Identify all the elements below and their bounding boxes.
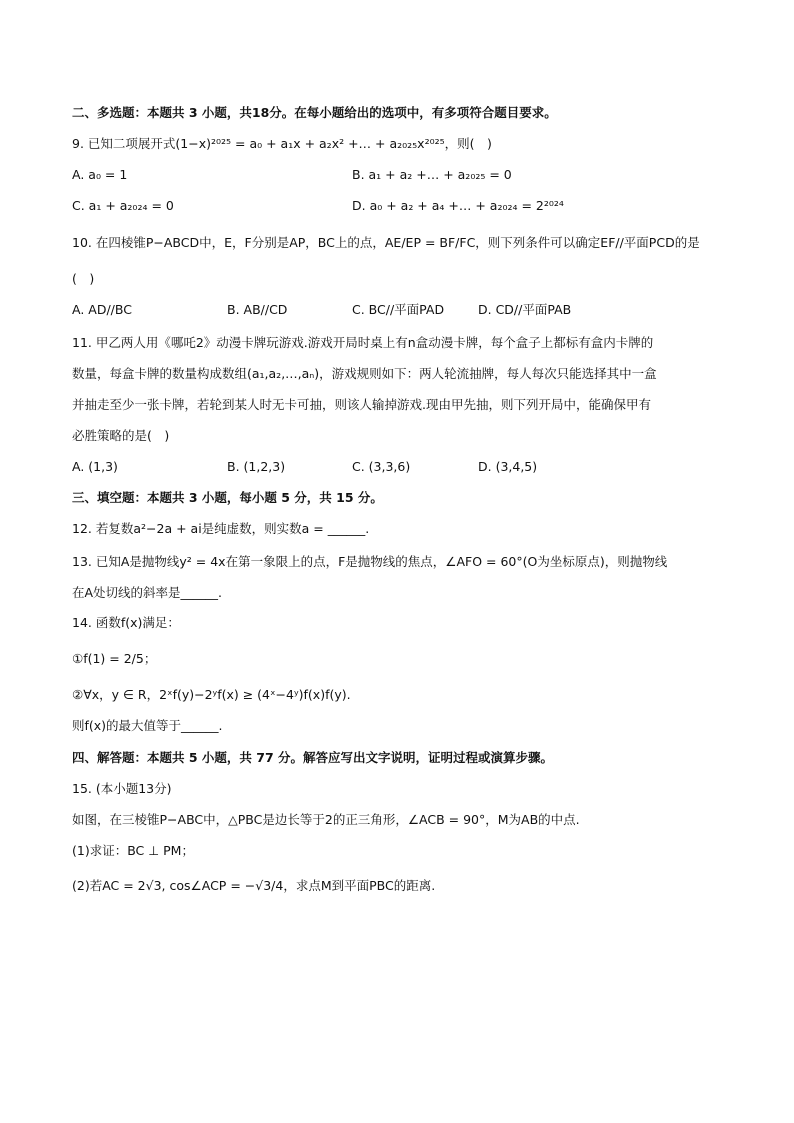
question-15-part-2: (2)若AC = 2√3, cos∠ACP = −√3/4，求点M到平面PBC的距离. bbox=[72, 878, 436, 893]
q11-option-d: D. (3,4,5) bbox=[478, 459, 538, 474]
question-10-bracket: ( ) bbox=[72, 271, 95, 286]
q11-option-c: C. (3,3,6) bbox=[352, 459, 411, 474]
question-12: 12. 若复数a²−2a + ai是纯虚数，则实数a = ______. bbox=[72, 521, 370, 536]
q10-option-d: D. CD//平面PAB bbox=[478, 302, 572, 317]
q9-option-d: D. a₀ + a₂ + a₄ +… + a₂₀₂₄ = 2²⁰²⁴ bbox=[352, 198, 564, 213]
question-13-line-2: 在A处切线的斜率是______. bbox=[72, 585, 223, 600]
question-15-part-1: (1)求证：BC ⊥ PM； bbox=[72, 843, 194, 858]
question-11-line-4: 必胜策略的是( ) bbox=[72, 428, 170, 443]
section-3-heading: 三、填空题：本题共 3 小题，每小题 5 分，共 15 分。 bbox=[72, 490, 383, 505]
question-15-title: 15. (本小题13分) bbox=[72, 781, 172, 796]
question-11-line-3: 并抽走至少一张卡牌，若轮到某人时无卡可抽，则该人输掉游戏.现由甲先抽，则下列开局中，能确保甲有 bbox=[72, 397, 651, 412]
question-9-stem: 9. 已知二项展开式(1−x)²⁰²⁵ = a₀ + a₁x + a₂x² +… + a₂₀₂₅x²⁰²⁵，则( ) bbox=[72, 136, 492, 151]
q9-option-c: C. a₁ + a₂₀₂₄ = 0 bbox=[72, 198, 174, 213]
question-14-condition-1: ①f(1) = 2/5； bbox=[72, 651, 157, 666]
question-14-ask: 则f(x)的最大值等于______. bbox=[72, 718, 223, 733]
q9-option-a: A. a₀ = 1 bbox=[72, 167, 128, 182]
q10-option-a: A. AD//BC bbox=[72, 302, 132, 317]
question-11-line-2: 数量，每盒卡牌的数量构成数组(a₁,a₂,…,aₙ)，游戏规则如下：两人轮流抽牌，每人每次只能选择其中一盒 bbox=[72, 366, 657, 381]
q9-option-b: B. a₁ + a₂ +… + a₂₀₂₅ = 0 bbox=[352, 167, 512, 182]
question-14-stem: 14. 函数f(x)满足： bbox=[72, 615, 180, 630]
q10-option-c: C. BC//平面PAD bbox=[352, 302, 445, 317]
question-14-condition-2: ②∀x，y ∈ R，2ˣf(y)−2ʸf(x) ≥ (4ˣ−4ʸ)f(x)f(y). bbox=[72, 687, 351, 702]
q11-option-b: B. (1,2,3) bbox=[227, 459, 286, 474]
question-10-stem: 10. 在四棱锥P−ABCD中，E，F分别是AP，BC上的点，AE/EP = BF/FC，则下列条件可以确定EF//平面PCD的是 bbox=[72, 235, 700, 250]
question-15-stem: 如图，在三棱锥P−ABC中，△PBC是边长等于2的正三角形，∠ACB = 90°，M为AB的中点. bbox=[72, 812, 580, 827]
q10-option-b: B. AB//CD bbox=[227, 302, 288, 317]
question-11-line-1: 11. 甲乙两人用《哪吒2》动漫卡牌玩游戏.游戏开局时桌上有n盒动漫卡牌，每个盒子上都标有盒内卡牌的 bbox=[72, 335, 654, 350]
q11-option-a: A. (1,3) bbox=[72, 459, 118, 474]
question-13-line-1: 13. 已知A是抛物线y² = 4x在第一象限上的点，F是抛物线的焦点，∠AFO = 60°(O为坐标原点)，则抛物线 bbox=[72, 554, 668, 569]
section-4-heading: 四、解答题：本题共 5 小题，共 77 分。解答应写出文字说明，证明过程或演算步骤。 bbox=[72, 750, 554, 765]
section-2-heading: 二、多选题：本题共 3 小题，共18分。在每小题给出的选项中，有多项符合题目要求。 bbox=[72, 105, 557, 120]
